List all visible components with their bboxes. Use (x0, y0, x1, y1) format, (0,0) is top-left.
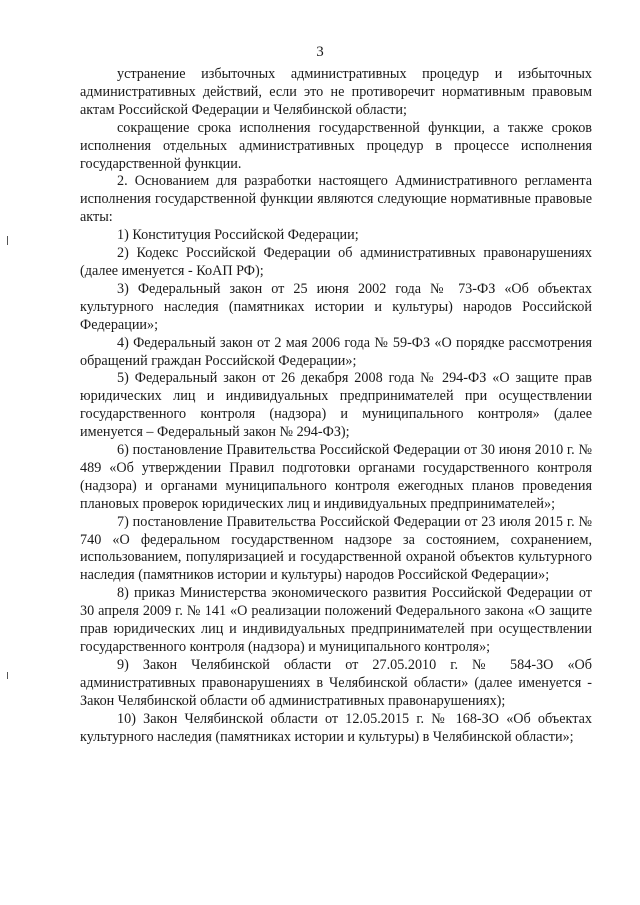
document-body (80, 66, 592, 746)
paragraph-12: 9) Закон Челябинской области от 27.05.2010 г. № 584-ЗО «Об административных правонарушениях в Челябинской области» (далее именуется - Закон Челябинской области об административных правонарушениях); (80, 656, 592, 709)
paragraph-6: 3) Федеральный закон от 25 июня 2002 года № 73-ФЗ «Об объектах культурного наследия (памятниках истории и культуры) народов Российской Федерации»; (80, 280, 592, 333)
paragraph-8: 5) Федеральный закон от 26 декабря 2008 года № 294-ФЗ «О защите прав юридических лиц и индивидуальных предпринимателей при осуществлении государственного контроля (надзора) и муниципального контроля» (далее именуется – Федеральный закон № 294-ФЗ); (80, 370, 592, 441)
paragraph-11: 8) приказ Министерства экономического развития Российской Федерации от 30 апреля 2009 г. № 141 «О реализации положений Федерального закона «О защите прав юридических лиц и индивидуальных предпринимателей при осуществлении государственного контроля (надзора) и муниципального контроля»; (80, 585, 592, 655)
scan-mark (7, 672, 8, 679)
paragraph-9: 6) постановление Правительства Российской Федерации от 30 июня 2010 г. № 489 «Об утверждении Правил подготовки органами государственного контроля (надзора) и органами муниципального контроля ежегодных планов проведения плановых проверок юридических лиц и индивидуальных предпринимателей»; (80, 442, 592, 512)
paragraph-2: сокращение срока исполнения государственной функции, а также сроков исполнения отдельных административных процедур в процессе исполнения государственной функции. (80, 119, 592, 172)
paragraph-13: 10) Закон Челябинской области от 12.05.2015 г. № 168-ЗО «Об объектах культурного наследия (памятниках истории и культуры) в Челябинской области»; (80, 710, 592, 745)
paragraph-5: 2) Кодекс Российской Федерации об административных правонарушениях (далее именуется - КоАП РФ); (80, 245, 592, 279)
paragraph-7: 4) Федеральный закон от 2 мая 2006 года № 59-ФЗ «О порядке рассмотрения обращений граждан Российской Федерации»; (80, 334, 592, 369)
paragraph-1: устранение избыточных административных процедур и избыточных административных действий, если это не противоречит нормативным правовым актам Российской Федерации и Челябинской области; (80, 66, 592, 118)
paragraph-10: 7) постановление Правительства Российской Федерации от 23 июля 2015 г. № 740 «О федеральном государственном надзоре за состоянием, сохранением, использованием, популяризацией и государственной охраной объектов культурного наследия (памятников истории и культуры) народов Российской Федерации»; (80, 513, 592, 584)
paragraph-3: 2. Основанием для разработки настоящего Административного регламента исполнения государственной функции являются следующие нормативные правовые акты: (80, 173, 592, 226)
scan-mark (7, 236, 8, 245)
page-number: 3 (316, 44, 324, 60)
paragraph-4: 1) Конституция Российской Федерации; (117, 227, 359, 244)
